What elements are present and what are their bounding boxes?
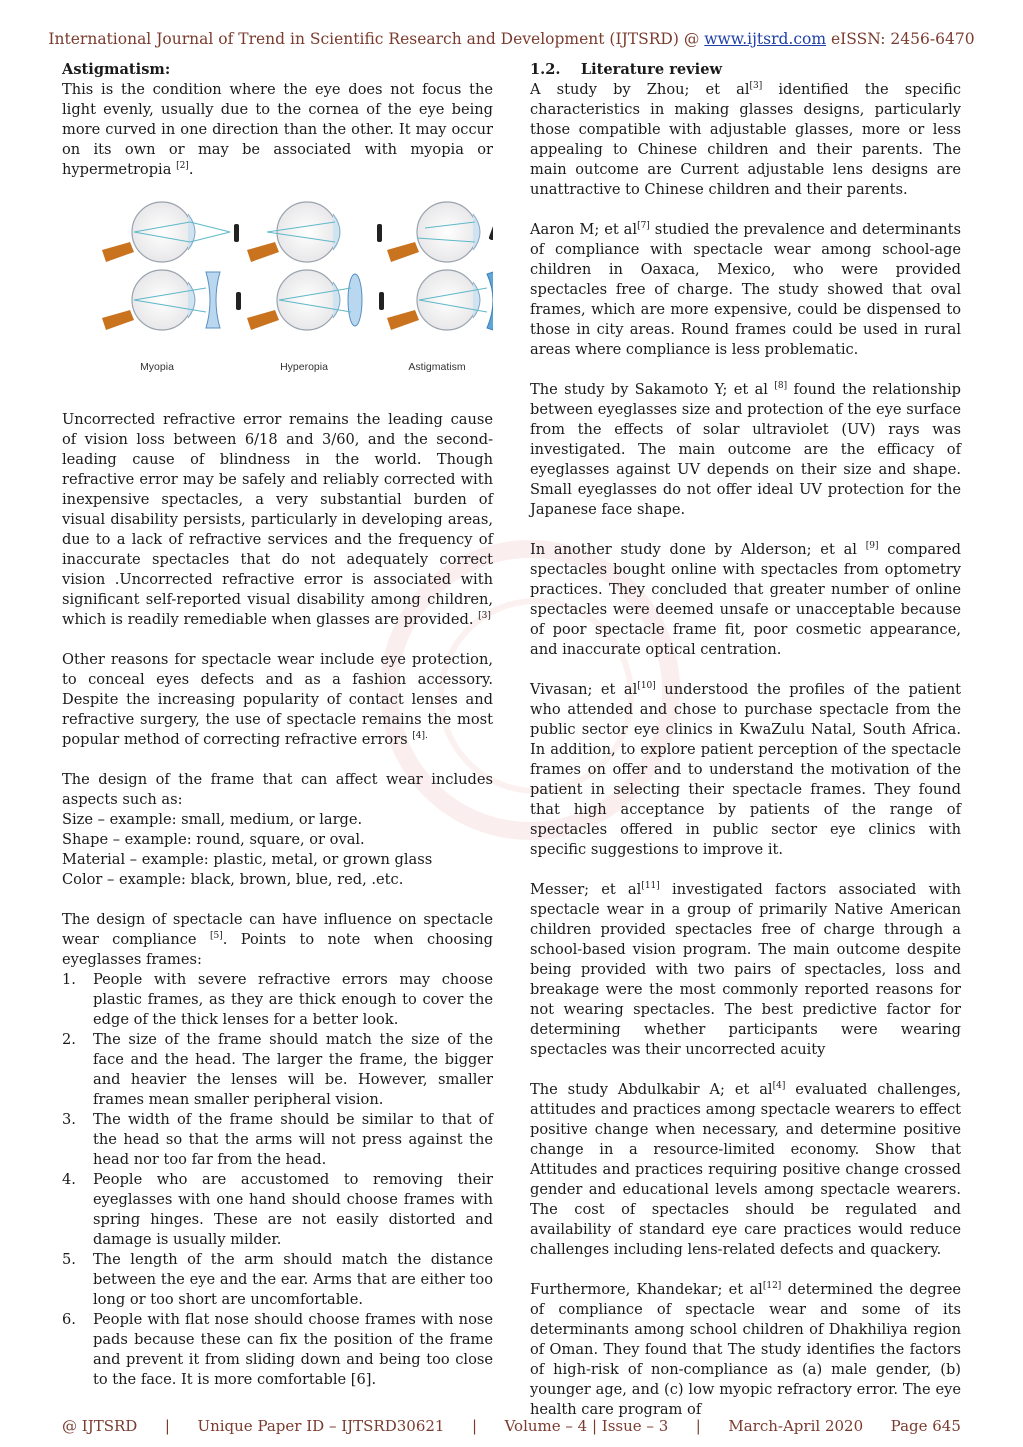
page-footer <box>62 1417 961 1435</box>
frame-selection-points <box>62 910 493 1390</box>
list-text: People with flat nose should choose frames with nose pads because these can fix the position of the frame and prevent it from sliding down and being too close to the face. It is more comfortable [6]. <box>93 1311 493 1388</box>
citation: [4] <box>772 1081 786 1092</box>
paragraph-text: The study by Sakamoto Y; et al <box>530 381 775 398</box>
paragraph-text: A study by Zhou; et al <box>530 81 750 98</box>
paragraph-text: studied the prevalence and determinants of compliance with spectacle wear among school-age children in Oaxaca, Mexico, who were provided spectacles free of charge. The study showed that oval frames, which are more expensive, could be dispensed to those in city areas. Round frames could be used in rural areas where compliance is less problematic. <box>530 221 961 358</box>
lit-paragraph-messer <box>530 880 961 1060</box>
lit-paragraph-vivasan <box>530 680 961 860</box>
header-journal-name: International Journal of Trend in Scientific Research and Development (IJTSRD) @ <box>48 30 705 48</box>
list-text: People who are accustomed to removing their eyeglasses with one hand should choose frames with spring hinges. These are not easily distorted and damage is usually milder. <box>93 1171 493 1248</box>
paragraph-text: determined the degree of compliance of spectacle wear and some of its determinants among school children of Dhakhiliya region of Oman. They found that The study identifies the factors of high-risk of non-compliance as (a) male gender, (b) younger age, and (c) low myopic refractory error. The eye health care program of <box>530 1281 961 1418</box>
footer-paper-id: Unique Paper ID – IJTSRD30621 <box>197 1417 445 1435</box>
paragraph-text: evaluated challenges, attitudes and practices among spectacle wearers to effect positive change when necessary, and determine positive change in a resource-limited economy. Show that Attitudes and practices requiring positive change crossed gender and educational levels among spectacle wearers. The cost of spectacles should be regulated and availability of standard eye care practices would reduce challenges including lens-related defects and quackery. <box>530 1081 961 1258</box>
footer-separator: | <box>164 1417 170 1435</box>
lit-paragraph-khandekar <box>530 1280 961 1420</box>
eye-diagram-svg <box>62 200 493 390</box>
citation: [5] <box>209 931 223 942</box>
paragraph-text: Messer; et al <box>530 881 642 898</box>
paragraph-text: The design of spectacle can have influence on spectacle wear compliance <box>62 911 493 948</box>
eye-myopia-corrected <box>102 270 241 330</box>
right-column <box>530 60 961 1440</box>
list-number: 1. <box>62 971 76 988</box>
citation: [10] <box>637 681 656 692</box>
astigmatism-paragraph <box>62 80 493 180</box>
list-number: 2. <box>62 1031 76 1048</box>
list-item <box>62 1170 493 1250</box>
astigmatism-heading: Astigmatism: <box>62 61 171 78</box>
citation: [9] <box>865 541 879 552</box>
figure-label-astigmatism: Astigmatism <box>408 361 466 373</box>
list-number: 4. <box>62 1171 76 1188</box>
citation: [8] <box>774 381 788 392</box>
eye-diagram-figure <box>62 200 493 390</box>
footer-journal: @ IJTSRD <box>62 1417 138 1435</box>
list-item <box>62 970 493 1030</box>
journal-header <box>0 30 1023 48</box>
paragraph-text: The study Abdulkabir A; et al <box>530 1081 773 1098</box>
paragraph-text: understood the profiles of the patient who attended and chose to purchase spectacle from the public sector eye clinics in KwaZulu Natal, South Africa. In addition, to explore patient perception of the spectacle frames on offer and to understand the motivation of the patient in selecting their spectacle frames. They found that high acceptance by patients of the range of spectacles offered in public sector eye clinics with specific suggestions to improve it. <box>530 681 961 858</box>
list-item <box>62 1110 493 1170</box>
astigmatism-section <box>62 60 493 180</box>
lit-paragraph-alderson <box>530 540 961 660</box>
list-text: The size of the frame should match the size of the face and the head. The larger the frame, the bigger and heavier the lenses will be. However, smaller frames mean smaller peripheral vision. <box>93 1031 493 1108</box>
header-issn: eISSN: 2456-6470 <box>826 30 975 48</box>
frame-design-aspects <box>62 810 493 890</box>
aspect-line: Size – example: small, medium, or large. <box>62 811 363 828</box>
points-list <box>62 970 493 1390</box>
figure-label-myopia: Myopia <box>140 361 174 373</box>
aspect-line: Material – example: plastic, metal, or grown glass <box>62 851 433 868</box>
footer-separator: | <box>695 1417 701 1435</box>
list-text: The width of the frame should be similar to that of the head so that the arms will not press against the head nor too far from the head. <box>93 1111 493 1168</box>
lit-paragraph-zhou <box>530 80 961 200</box>
footer-separator: | <box>472 1417 478 1435</box>
list-number: 6. <box>62 1311 76 1328</box>
astigmatism-end: . <box>188 161 194 178</box>
paragraph-text: investigated factors associated with spectacle wear in a group of primarily Native American children provided spectacles free of charge through a school-based vision program. The main outcome despite being provided with two pairs of spectacles, loss and breakage were the most commonly reported reasons for not wearing spectacles. The best predictive factor for determining whether participants were wearing spectacles was their uncorrected acuity <box>530 881 961 1058</box>
refractive-error-paragraph <box>62 410 493 630</box>
header-url-link[interactable]: www.ijtsrd.com <box>704 30 827 48</box>
paragraph-text: Aaron M; et al <box>530 221 638 238</box>
paragraph-text: compared spectacles bought online with spectacles from optometry practices. They concluded that greater number of online spectacles were deemed unsafe or unacceptable because of poor spectacle frame fit, poor cosmetic appearance, and inaccurate optical centration. <box>530 541 962 658</box>
frame-design-block <box>62 770 493 890</box>
eye-astigmatism-corrected <box>387 270 493 330</box>
citation: [4]. <box>412 731 428 742</box>
eye-astigmatism-top <box>387 202 493 262</box>
section-title: Literature review <box>580 61 723 78</box>
paragraph-text: identified the specific characteristics in making glasses designs, particularly those compatible with adjustable glasses, more or less appealing to Chinese children and their parents. The main outcome are Current adjustable lens designs are unattractive to Chinese children and their parents. <box>530 81 961 198</box>
spectacle-reasons-paragraph <box>62 650 493 750</box>
list-number: 5. <box>62 1251 76 1268</box>
lit-paragraph-aaron <box>530 220 961 360</box>
section-number: 1.2. <box>530 61 561 78</box>
paragraph-text: . Points to note when choosing eyeglasses frames: <box>62 931 494 968</box>
eye-myopia-top <box>102 202 239 262</box>
left-column <box>62 60 493 1390</box>
list-text: People with severe refractive errors may choose plastic frames, as they are thick enough to cover the edge of the thick lenses for a better look. <box>93 971 493 1028</box>
list-text: The length of the arm should match the distance between the eye and the ear. Arms that are either too long or too short are uncomfortable. <box>93 1251 493 1308</box>
paragraph-text: Other reasons for spectacle wear include eye protection, to conceal eyes defects and as a fashion accessory. Despite the increasing popularity of contact lenses and refractive surgery, the use of spectacle remains the most popular method of correcting refractive errors <box>62 651 493 748</box>
citation: [12] <box>762 1281 782 1292</box>
points-intro <box>62 910 493 970</box>
figure-label-hyperopia: Hyperopia <box>280 361 328 373</box>
footer-volume: Volume – 4 | Issue – 3 <box>504 1417 669 1435</box>
footer-date: March-April 2020 <box>728 1417 864 1435</box>
list-item <box>62 1310 493 1390</box>
lit-paragraph-sakamoto <box>530 380 961 520</box>
aspect-line: Color – example: black, brown, blue, red, .etc. <box>62 871 404 888</box>
list-number: 3. <box>62 1111 76 1128</box>
citation: [2] <box>176 161 189 172</box>
paragraph-text: Furthermore, Khandekar; et al <box>530 1281 763 1298</box>
paragraph-text: Vivasan; et al <box>530 681 638 698</box>
paragraph-text: In another study done by Alderson; et al <box>530 541 866 558</box>
astigmatism-text: This is the condition where the eye does not focus the light evenly, usually due to the cornea of the eye being more curved in one direction than the other. It may occur on its own or may be associated with myopia or hypermetropia <box>62 81 493 178</box>
footer-page: Page 645 <box>890 1417 961 1435</box>
section-heading <box>530 60 961 80</box>
eye-hyperopia-top <box>247 202 382 262</box>
citation: [7] <box>637 221 650 232</box>
paragraph-text: Uncorrected refractive error remains the leading cause of vision loss between 6/18 and 3/60, and the second-leading cause of blindness in the world. Though refractive error may be safely and reliably corrected with inexpensive spectacles, a very substantial burden of visual disability persists, particularly in developing areas, due to a lack of refractive services and the frequency of inaccurate spectacles that do not adequately correct vision .Uncorrected refractive error is associated with significant self-reported visual disability among children, which is readily remediable when glasses are provided. <box>62 411 493 628</box>
citation: [11] <box>641 881 660 892</box>
lit-paragraph-abdulkabir <box>530 1080 961 1260</box>
list-item <box>62 1250 493 1310</box>
frame-design-intro: The design of the frame that can affect wear includes aspects such as: <box>62 771 493 808</box>
aspect-line: Shape – example: round, square, or oval. <box>62 831 365 848</box>
list-item <box>62 1030 493 1110</box>
eye-hyperopia-corrected <box>247 270 384 330</box>
citation: [3] <box>478 611 491 622</box>
paragraph-text: found the relationship between eyeglasses size and protection of the eye surface from the effects of solar ultraviolet (UV) rays was investigated. The main outcome are the efficacy of eyeglasses against UV depends on their size and shape. Small eyeglasses do not offer ideal UV protection for the Japanese face shape. <box>530 381 961 518</box>
citation: [3] <box>749 81 763 92</box>
